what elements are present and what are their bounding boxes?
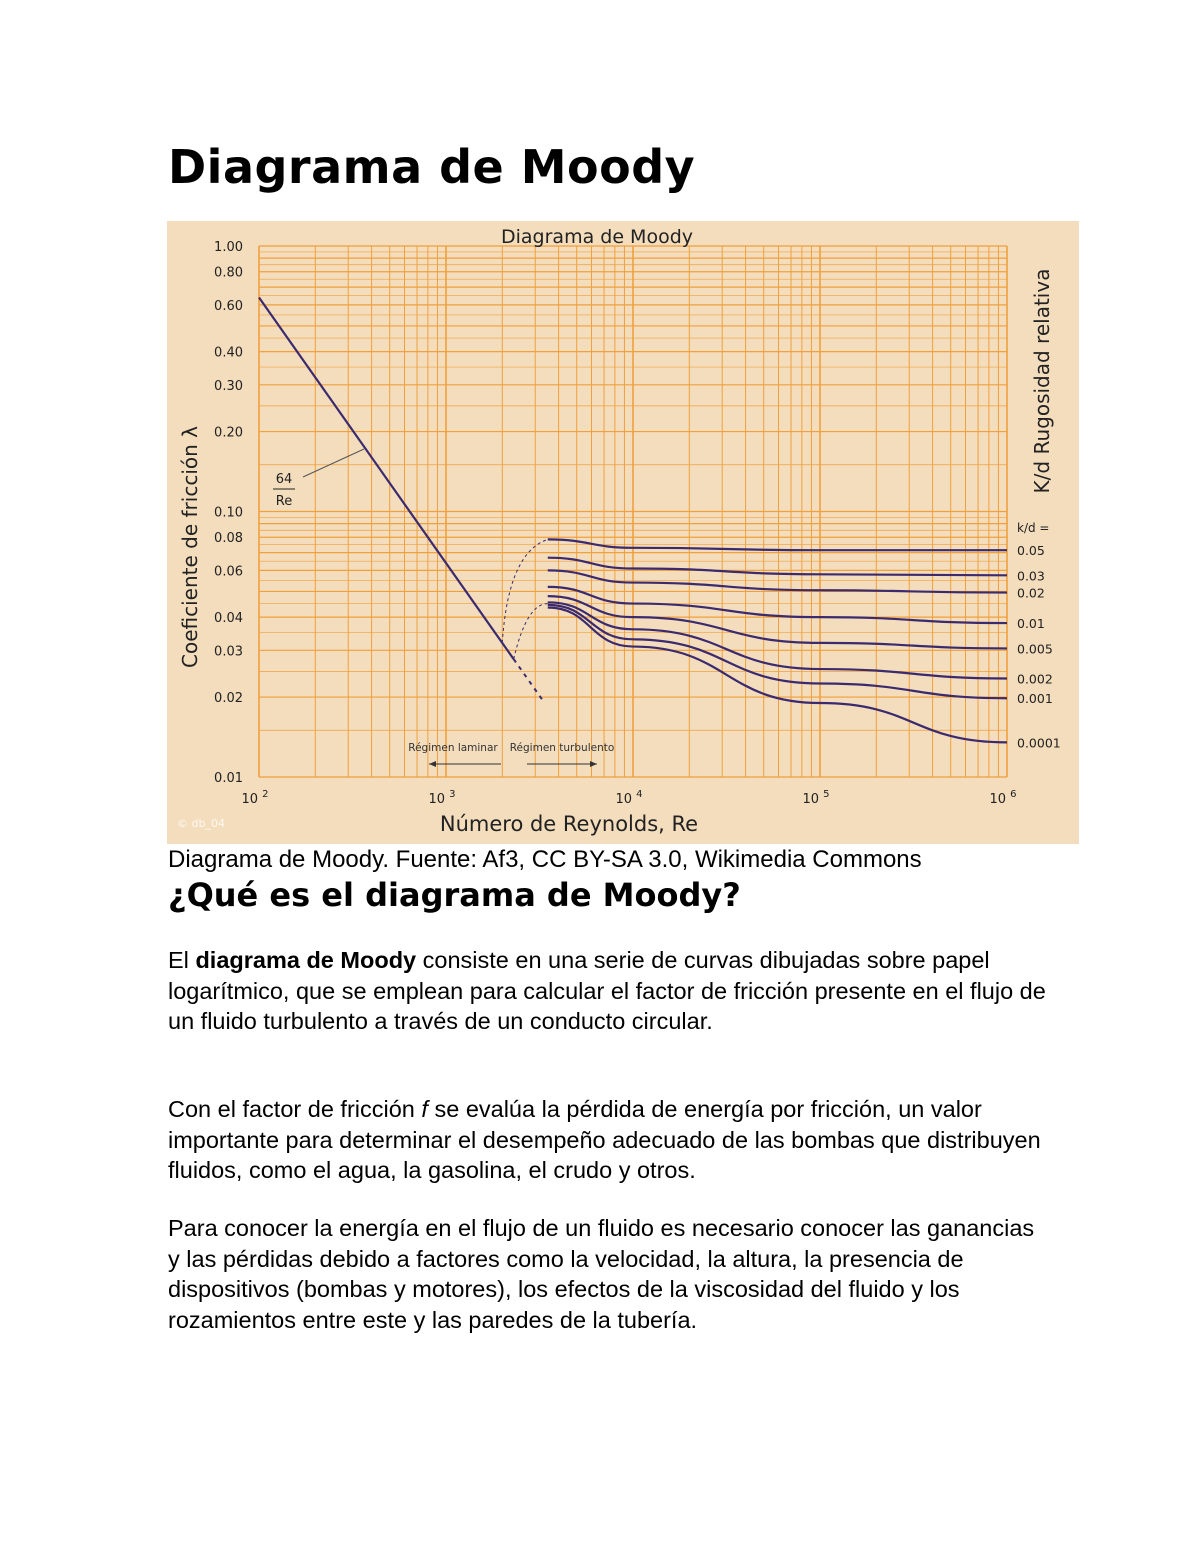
x-tick-label: 10 $^4$ (615, 789, 643, 807)
x-tick-label: 10 $^2$ (241, 789, 269, 807)
roughness-label: 0.03 (1017, 568, 1045, 584)
moody-diagram-figure (167, 221, 1079, 844)
paragraph-3: Para conocer la energía en el flujo de un fluido es necesario conocer las ganancias y las pérdidas debido a factores como la velocidad, la altura, la presencia de dispositivos (bombas y motores), los efectos de la viscosidad del fluido y los rozamientos entre este y las paredes de la tubería. (168, 1215, 1035, 1333)
laminar-regime-label: Régimen laminar (408, 742, 498, 754)
page-title: Diagrama de Moody (168, 140, 696, 194)
bold-term: diagrama de Moody (195, 947, 417, 973)
y-tick-label: 0.08 (214, 531, 243, 547)
x-axis-label: Número de Reynolds, Re (439, 812, 699, 836)
roughness-label: 0.01 (1017, 616, 1045, 632)
y-tick-label: 0.30 (214, 378, 243, 394)
laminar-label-numerator: 64 (275, 472, 293, 487)
x-tick-label: 10 $^3$ (428, 789, 456, 807)
y-tick-label: 0.01 (214, 771, 243, 786)
y-tick-label: 0.80 (214, 265, 243, 281)
italic-symbol: f (421, 1096, 428, 1122)
roughness-label: 0.05 (1017, 543, 1045, 559)
y-tick-label: 0.02 (214, 691, 243, 707)
kd-header-label: k/d = (1017, 521, 1050, 535)
y-tick-label: 1.00 (214, 240, 243, 255)
y-tick-label: 0.40 (214, 345, 243, 361)
x-tick-label: 10 $^6$ (989, 789, 1017, 807)
chart-background (167, 221, 1079, 844)
turbulent-regime-label: Régimen turbulento (509, 742, 615, 754)
chart-title: Diagrama de Moody (501, 226, 693, 248)
y-tick-label: 0.10 (214, 505, 243, 521)
chart-grid (259, 246, 1007, 777)
figure-caption: Diagrama de Moody. Fuente: Af3, CC BY-SA 3.0, Wikimedia Commons (168, 846, 922, 873)
roughness-label: 0.02 (1017, 585, 1045, 601)
moody-chart (167, 221, 1079, 844)
y-tick-label: 0.04 (214, 611, 243, 627)
watermark-text: © db_04 (177, 817, 225, 830)
paragraph-2: Con el factor de fricción f se evalúa la pérdida de energía por fricción, un valor importante para determinar el desempeño adecuado de las bombas que distribuyen fluidos, como el agua, la gasolina, el crudo y otros. (168, 1096, 1041, 1183)
y-tick-label: 0.03 (214, 644, 243, 660)
y-tick-label: 0.06 (214, 564, 243, 580)
y-tick-label: 0.20 (214, 425, 243, 441)
y-tick-label: 0.60 (214, 298, 243, 314)
roughness-label: 0.0001 (1017, 735, 1061, 751)
laminar-label-denominator: Re (275, 494, 293, 509)
y2-axis-label: K/d Rugosidad relativa (1030, 268, 1054, 494)
roughness-label: 0.005 (1017, 641, 1053, 657)
section-heading: ¿Qué es el diagrama de Moody? (168, 876, 741, 914)
roughness-label: 0.002 (1017, 671, 1053, 687)
paragraph-1: El diagrama de Moody consiste en una serie de curvas dibujadas sobre papel logarítmico, que se emplean para calcular el factor de fricción presente en el flujo de un fluido turbulento a través de un conducto circular. (168, 947, 1046, 1034)
roughness-label: 0.001 (1017, 691, 1053, 707)
y-axis-label: Coeficiente de fricción λ (178, 426, 202, 668)
x-tick-label: 10 $^5$ (802, 789, 830, 807)
